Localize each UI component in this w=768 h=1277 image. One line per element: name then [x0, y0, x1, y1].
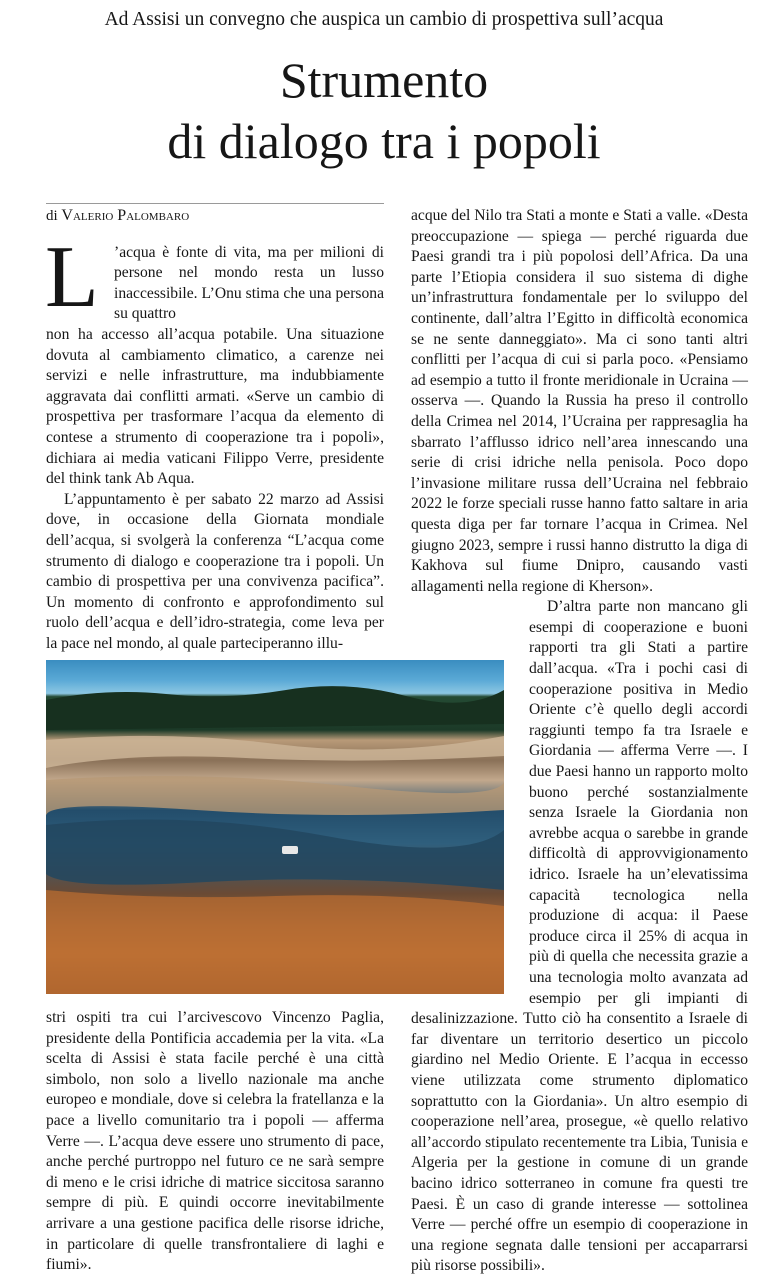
paragraph-1-start: ’acqua è fonte di vita, ma per milioni di persone nel mondo resta un lusso inaccessibile. L’Onu stima che una persona su quattro [114, 243, 384, 323]
paragraph-4: acque del Nilo tra Stati a monte e Stati a valle. «Desta preoccupazione — spiega — perché riguarda due Paesi grandi tra i più popolosi dell’Africa. Da una parte l’Etiopia considera il suo sistema di dighe un’infrastruttura fondamentale per lo sviluppo del continente, dall’altra l’Egitto in difficoltà economica se ne sente danneggiato». Ma ci sono tanti altri conflitti per l’acqua di cui si parla poco. «Pensiamo ad esempio a tutto il fronte meridionale in Ucraina — osserva —. Quando la Russia ha preso il controllo della Crimea nel 2014, l’Ucraina per rappresaglia ha sbarrato l’afflusso idrico nell’area innescando una serie di crisi idriche nella penisola. Poco dopo l’invasione militare russa dell’Ucraina nel febbraio 2022 le forze speciali russe hanno fatto saltare in aria questa diga per far tornare l’acqua in Crimea. Nel giugno 2023, sempre i russi hanno distrutto la diga di Kakhova sul fiume Dnipro, causando vasti allagamenti nella regione di Kherson». [411, 207, 748, 595]
byline-divider [46, 203, 384, 204]
drop-cap: L [45, 228, 99, 326]
byline-prefix: di [46, 208, 62, 224]
title-line-1: Strumento [279, 52, 489, 108]
image-wrap-space [411, 659, 529, 1008]
byline-author: Valerio Palombaro [61, 207, 190, 224]
paragraph-1-end: non ha accesso all’acqua potabile. Una situazione dovuta al cambiamento climatico, a carenze nei servizi e nelle infrastrutture, ma indubbiamente aggravata dai conflitti armati. «Serve un cambio di prospettiva per trasformare l’acqua da elemento di contese a strumento di cooperazione tra i popoli», dichiara ai media vaticani Filippo Verre, presidente del think tank Ab Aqua. [46, 325, 384, 488]
paragraph-5: D’altra parte non mancano gli esempi di cooperazione e buoni rapporti tra gli Stati a partire dall’acqua. «Tra i pochi casi di cooperazione positiva in Medio Oriente c’è quello degli accordi raggiunti tempo fa tra Israele e Giordania — afferma Verre —. I due Paesi hanno un rapporto molto buono perché sostanzialmente senza Israele la Giordania non avrebbe acqua o sarebbe in grande difficoltà di approvvigionamento idrico. Israele ha un’elevatissima capacità tecnologica nella produzione di acqua: il Paese produce circa il 25% di acqua in più di quella che necessita grazie a una tecnologia molto avanzata ad esempio per gli impianti di desalinizzazione. Tutto ciò ha consentito a Israele di far diventare un territorio desertico un piccolo giardino nel Medio Oriente. E l’acqua in eccesso viene utilizzata come strumento diplomatico soprattutto con la Giordania». Un altro esempio di cooperazione nell’area, prosegue, «è quello relativo all’accordo stipulato recentemente tra Libia, Tunisia e Algeria per la gestione in comune di un grande bacino idrico sotterraneo in comune fra questi tre Paesi. È un caso di grande interesse — sottolinea Verre — perché offre un esempio di cooperazione in una regione segnata dalle tensioni per accaparrarsi più risorse possibili». [411, 598, 748, 1275]
column-right [411, 206, 748, 1277]
article-kicker: Ad Assisi un convegno che auspica un cambio di prospettiva sull’acqua [104, 9, 664, 30]
byline [46, 206, 384, 227]
title-line-2: di dialogo tra i popoli [167, 113, 601, 169]
paragraph-2: L’appuntamento è per sabato 22 marzo ad Assisi dove, in occasione della Giornata mondiale dell’acqua, si svolgerà la conferenza “L’acqua come strumento di dialogo e cooperazione tra i popoli. Un cambio di prospettiva per una convivenza pacifica”. Un momento di confronto e approfondimento sul ruolo dell’acqua e dell’idro-strategia, come leva per la pace nel mondo, al quale parteciperanno illu- [46, 490, 384, 652]
column-left-bottom [46, 1008, 384, 1276]
boat-shape [282, 846, 298, 854]
column-left-top [46, 206, 384, 654]
article-title [0, 50, 768, 172]
paragraph-3: stri ospiti tra cui l’arcivescovo Vincenzo Paglia, presidente della Pontificia accademia per la vita. «La scelta di Assisi è stata facile perché è una città simbolo, non solo a livello nazionale ma anche europeo e mondiale, dove si celebra la fratellanza e la pace a livello comunitario tra i popoli — afferma Verre —. L’acqua deve essere uno strumento di pace, anche perché purtroppo nel futuro ce ne sarà sempre di meno e le crisi idriche di matrice siccitosa saranno sempre di più. E quindi occorre inevitabilmente arrivare a una gestione pacifica delle risorse idriche, in particolare di quelle transfrontaliere di laghi e fiumi». [46, 1009, 384, 1274]
